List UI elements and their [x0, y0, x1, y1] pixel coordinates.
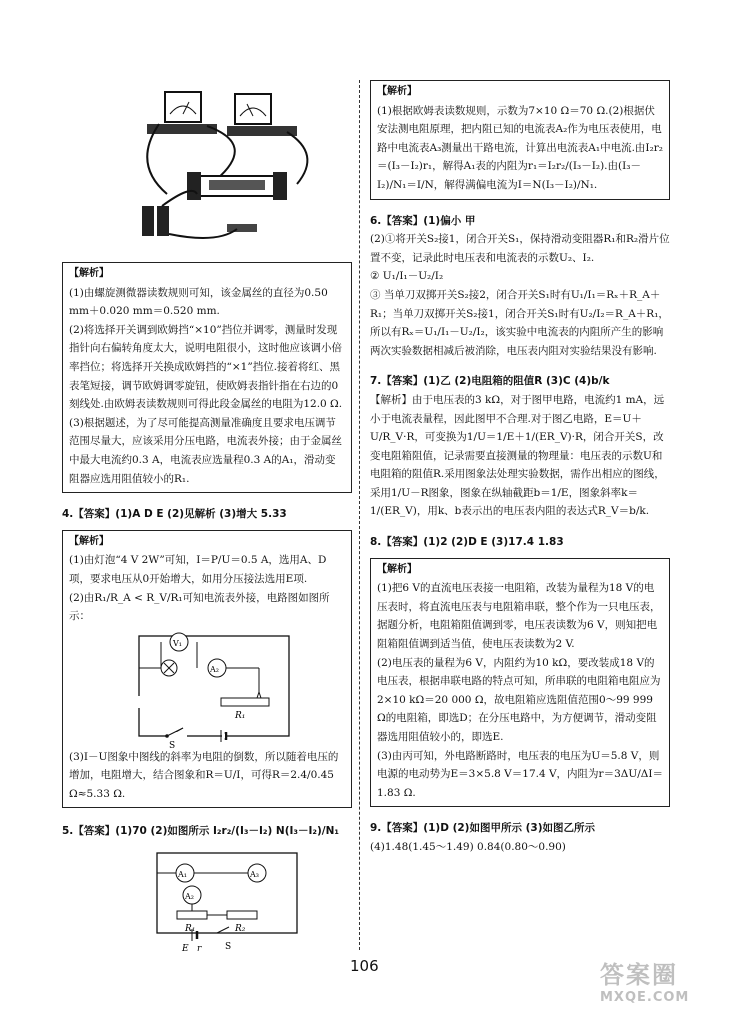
paragraph: 【解析】由于电压表的3 kΩ，对于图甲电路，电流约1 mA，远小于电流表量程，因此图甲不合理.对于图乙电路，E＝U＋U/R_V·R，可变换为1/U＝1/E＋1/(ER_V)·R，闭合开关S，改变电阻箱阻值，记录需要直接测量的物理量：电压表的示数U和电阻箱的阻值R.采用图象法处理实验数据，需作出相应的图线，采用1/U－R图象，图象在纵轴截距b＝1/E，图象斜率k＝1/(ER_V)，用k、b表示出的电压表内阻的表达式R_V＝b/k. — [370, 393, 665, 518]
paragraph: (3)由丙可知，外电路断路时，电压表的电压为U＝5.8 V，则电源的电动势为E＝3×5.8 V＝17.4 V，内阻为r＝3ΔU/ΔI＝1.83 Ω. — [377, 749, 663, 799]
label-a1: A₁ — [178, 870, 187, 880]
jiexi-box-top — [370, 80, 670, 200]
q8-answer: 8.【答案】(1)2 (2)D E (3)17.4 1.83 — [370, 536, 564, 549]
paragraph: (2)电压表的量程为6 V，内阻约为10 kΩ，要改装成18 V的电压表，根据串联电路的特点可知，所串联的电阻箱电阻应为2×10 kΩ＝20 000 Ω，故电阻箱应选阻值范围0～99 999 Ω的电阻箱，即选D；在分压电路中，为方便调节，滑动变阻器选用阻值较小的，即选E. — [377, 656, 661, 743]
q6-answer: 6.【答案】(1)偏小 甲 — [370, 214, 476, 227]
watermark-sub: MXQE.COM — [600, 990, 690, 1005]
label-r: r — [197, 944, 202, 955]
label-r1-q5: R₁ — [185, 924, 196, 935]
jiexi-label: 【解析】 — [377, 86, 417, 97]
paragraph: (1)根据欧姆表读数规则，示数为7×10 Ω＝70 Ω.(2)根据伏安法测电阻原理，把内阻已知的电流表A₂作为电压表使用，电路中电流表A₃测量出干路电流，计算出电流表A₁中电流.由I₂r₂＝(I₃－I₂)r₁，解得A₁表的内阻为r₁＝I₂r₂/(I₃－I₂).由(I₃－I₂)/N₁＝I/N，解得满偏电流为I＝N(I₃－I₂)/N₁. — [377, 104, 664, 191]
q9-answer: 9.【答案】(1)D (2)如图甲所示 (3)如图乙所示 — [370, 822, 596, 835]
label-s: S — [169, 740, 176, 748]
page-number: 106 — [350, 957, 379, 975]
jiexi-box-4 — [62, 530, 352, 809]
label-a2: A₂ — [210, 664, 219, 674]
paragraph: (2)①将开关S₂接1，闭合开关S₁，保持滑动变阻器R₁和R₂滑片位置不变，记录此时电压表和电流表的示数U₂、I₂. — [370, 233, 670, 264]
q5-answer: 5.【答案】(1)70 (2)如图所示 I₂r₂/(I₃－I₂) N(I₃－I₂)/N₁ — [62, 825, 340, 838]
label-v1: V₁ — [173, 638, 182, 648]
label-a3: A₃ — [250, 870, 259, 880]
column-divider — [359, 80, 360, 950]
paragraph: (3)根据题述，为了尽可能提高测量准确度且要求电压调节范围尽量大，应该采用分压电路，电流表外接；由于金属丝中最大电流约0.3 A，电流表应选量程0.3 A的A₁，滑动变阻器应选用阻值较小的R₁. — [69, 416, 342, 485]
paragraph: (1)由灯泡“4 V 2W”可知，I＝P/U＝0.5 A，选用A、D项，要求电压从0开始增大，如用分压接法选用E项. — [69, 554, 327, 585]
jiexi-label: 【解析】 — [69, 535, 109, 547]
watermark-logo — [600, 955, 689, 1005]
circuit-diagram-q5 — [147, 845, 307, 955]
label-a2-q5: A₂ — [185, 892, 194, 902]
paragraph: (4)1.48(1.45～1.49) 0.84(0.80～0.90) — [370, 840, 566, 853]
jiexi-label: 【解析】 — [377, 563, 417, 575]
jiexi-box-3 — [62, 262, 352, 493]
paragraph: (3)I－U图象中图线的斜率为电阻的倒数，所以随着电压的增加，电阻增大，结合图象和R＝U/I，可得R＝2.4/0.45 Ω≈5.33 Ω. — [69, 750, 339, 800]
paragraph: (1)把6 V的直流电压表接一电阻箱，改装为量程为18 V的电压表时，将直流电压表与电阻箱串联，整个作为一只电压表，据题分析，电阻箱阻值调到零，电压表读数为6 V，则知把电阻箱阻值调到适当值，使电压表读数为2 V. — [377, 582, 661, 651]
jiexi-box-8 — [370, 558, 670, 808]
jiexi-label: 【解析】 — [69, 268, 109, 279]
label-e: E — [182, 944, 189, 955]
label-r1: R₁ — [235, 710, 246, 721]
paragraph: (2)将选择开关调到欧姆挡“×10”挡位并调零，测量时发现指针向右偏转角度太大，说明电阻很小，这时他应该调小倍率挡位；将选择开关换成欧姆挡的“×1”挡位.接着将红、黑表笔短接，调节欧姆调零旋钮，使欧姆表指针指在右边的0刻线处.由欧姆表读数规则可得此段金属丝的电阻为12.0 Ω. — [69, 323, 343, 411]
q7-answer: 7.【答案】(1)乙 (2)电阻箱的阻值R (3)C (4)b/k — [370, 375, 610, 388]
paragraph: (2)由R₁/R_A < R_V/R₁可知电流表外接，电路图如图所示： — [69, 591, 330, 623]
paragraph: ② U₁/I₁－U₂/I₂ — [370, 270, 444, 283]
watermark-main: 答案圈 — [600, 961, 678, 989]
label-s-q5: S — [225, 942, 232, 953]
paragraph: (1)由螺旋测微器读数规则可知，该金属丝的直径为0.50 mm＋0.020 mm＝0.520 mm. — [69, 286, 328, 318]
label-r2: R₂ — [235, 924, 246, 935]
paragraph: ③ 当单刀双掷开关S₂接2，闭合开关S₁时有U₁/I₁＝Rₓ＋R_A＋R₁；当单刀双掷开关S₂接1，闭合开关S₁时有U₂/I₂＝R_A＋R₁，所以有Rₓ＝U₁/I₁－U₂/I₂，该实验中电流表的内阻所产生的影响两次实验数据相减后被消除，电压表内阻对实验结果没有影响. — [370, 288, 669, 357]
circuit-diagram-q4 — [109, 630, 309, 748]
apparatus-figure — [137, 84, 337, 256]
left-column — [62, 84, 352, 955]
right-column — [370, 80, 670, 857]
q4-answer: 4.【答案】(1)A D E (2)见解析 (3)增大 5.33 — [62, 508, 287, 521]
